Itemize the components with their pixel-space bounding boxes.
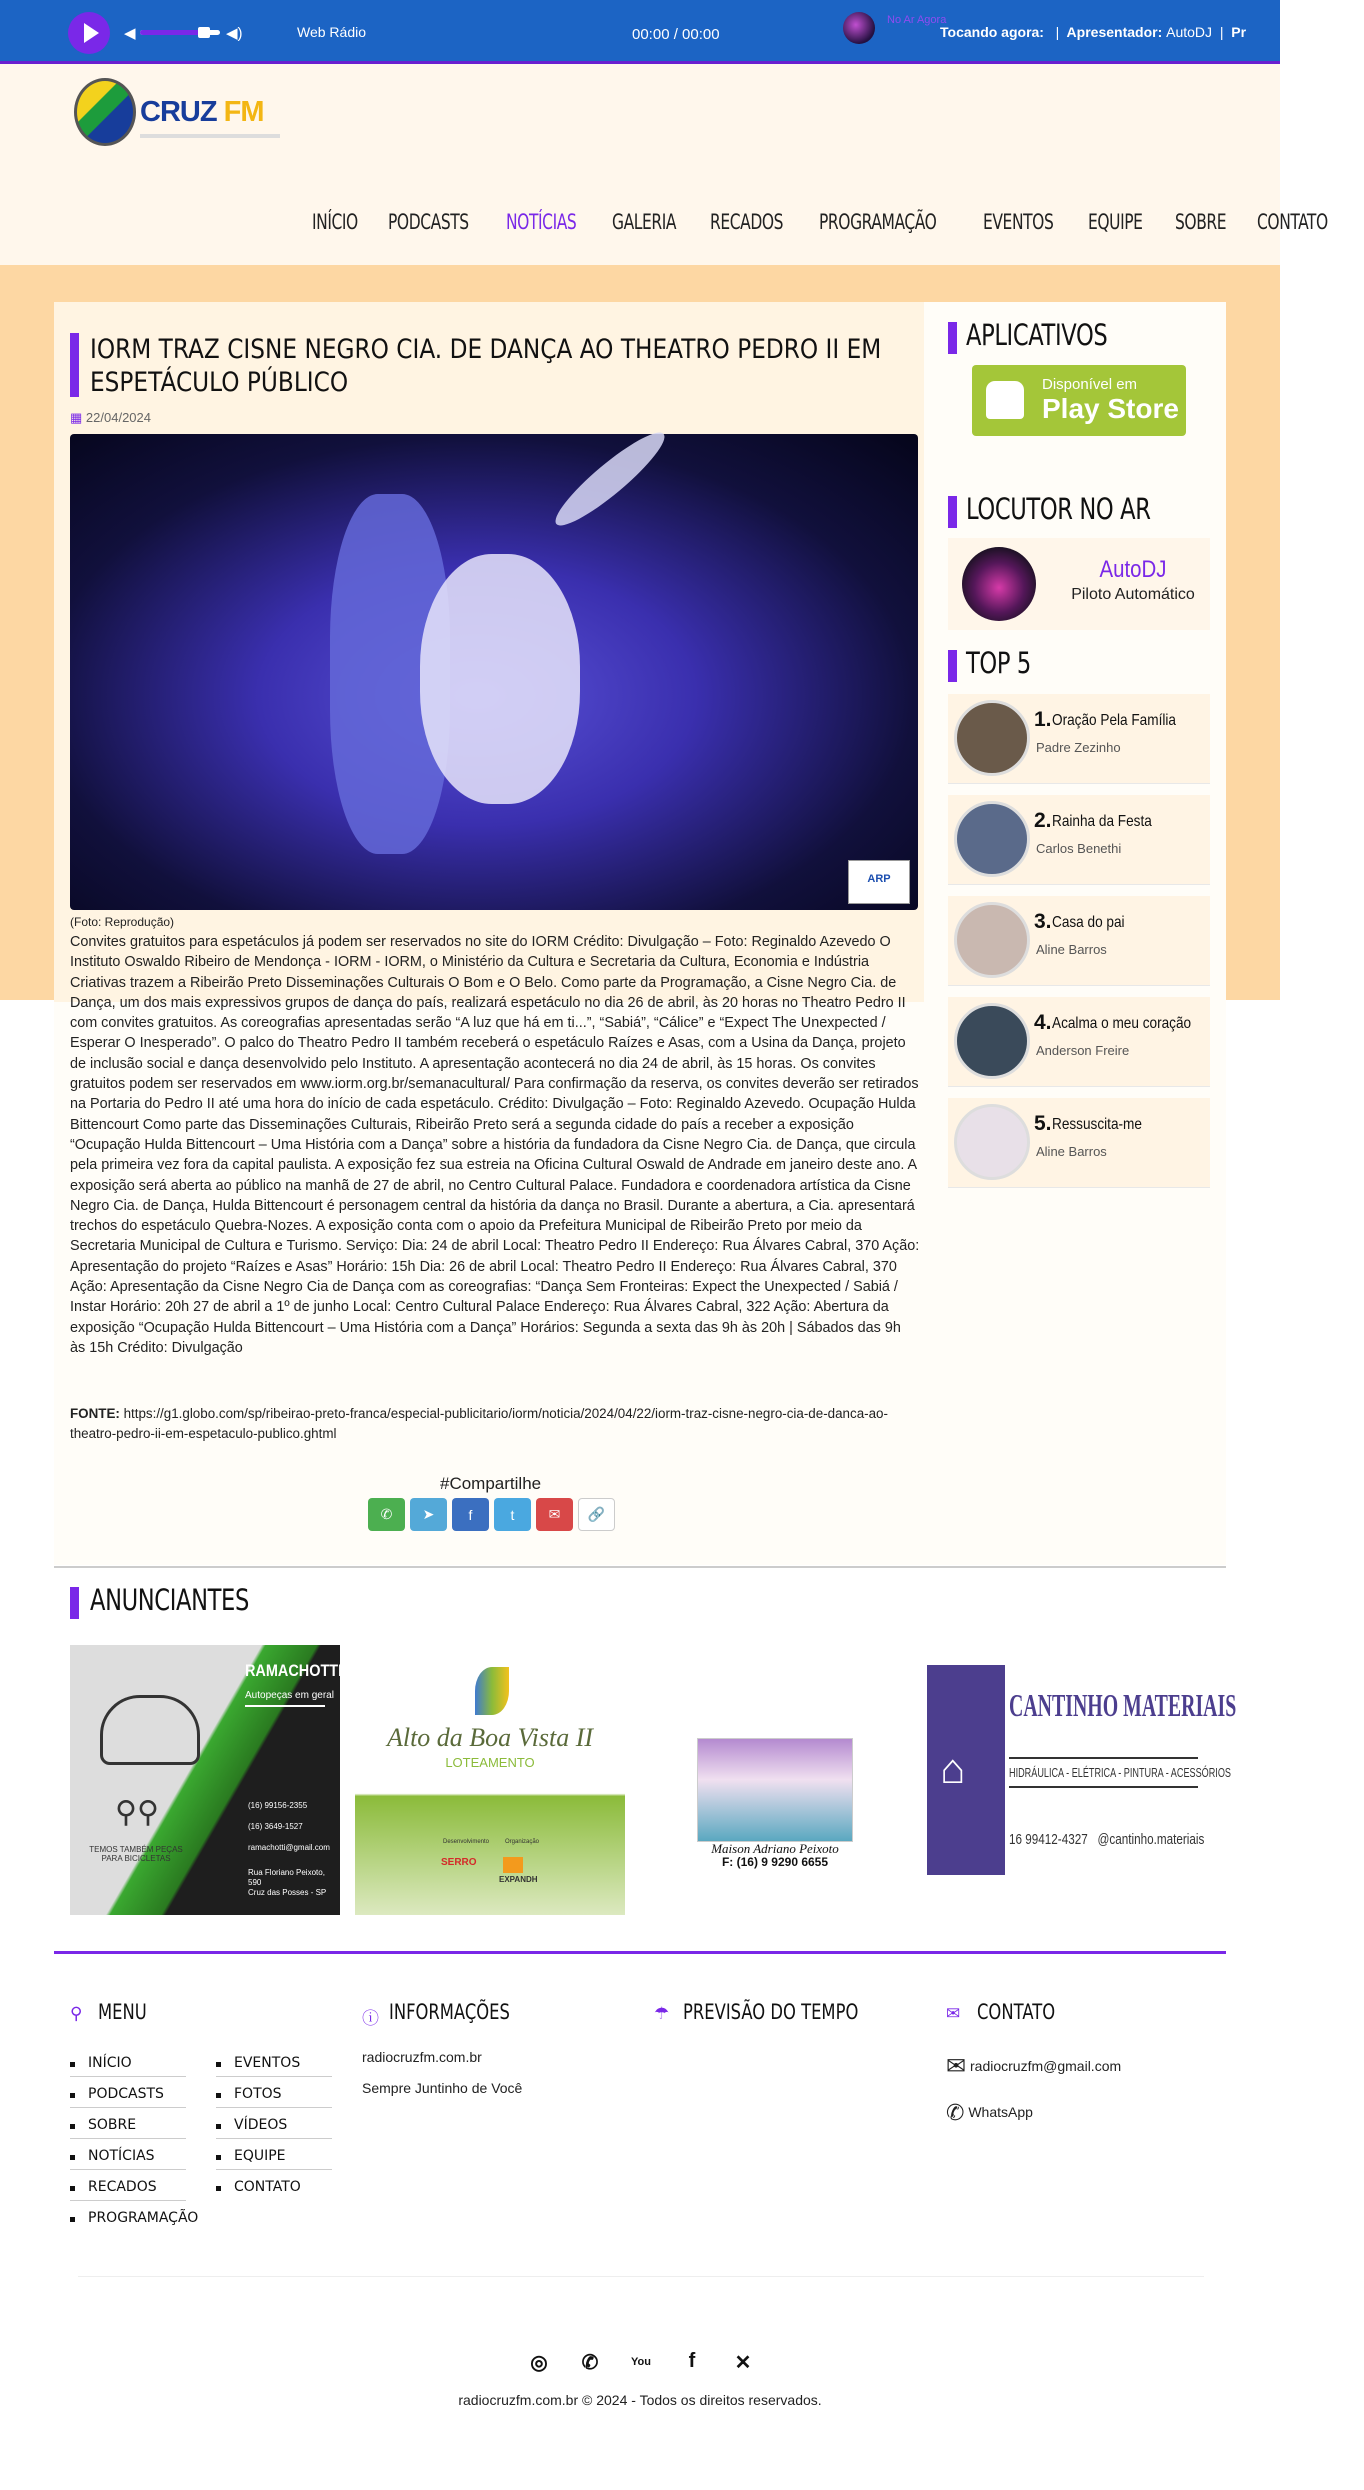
playback-time: 00:00 / 00:00	[632, 26, 720, 43]
top5-cover	[954, 1104, 1030, 1180]
top5-rank: 2.	[1034, 809, 1052, 832]
house-icon: ⌂	[940, 1745, 966, 1792]
article-title: IORM TRAZ CISNE NEGRO CIA. DE DANÇA AO THEATRO PEDRO II EM ESPETÁCULO PÚBLICO	[90, 334, 882, 398]
footer-menu-item[interactable]: SOBRE	[70, 2108, 186, 2139]
ad3-phone: F: (16) 9 9290 6655	[721, 1855, 829, 1869]
nav-recados[interactable]: RECADOS	[710, 210, 784, 234]
live-label: No Ar Agora	[887, 14, 947, 26]
article-photo	[70, 434, 918, 910]
top5-song: Casa do pai	[1052, 914, 1125, 931]
now-playing-ticker: Tocando agora: | Apresentador: AutoDJ | Pr	[940, 24, 1247, 40]
ad1-phone1: (16) 99156-2355	[248, 1801, 308, 1810]
top5-rank: 3.	[1034, 910, 1052, 933]
ad-alto-da-boa-vista[interactable]: Alto da Boa Vista II LOTEAMENTO Desenvolvimento Organização SERRO EXPANDH	[355, 1645, 625, 1915]
ad1-email: ramachotti@gmail.com	[248, 1843, 330, 1852]
site-logo[interactable]	[74, 78, 284, 150]
top5-song: Oração Pela Família	[1052, 712, 1176, 729]
locutor-avatar	[962, 547, 1036, 621]
volume-knob[interactable]	[198, 27, 210, 38]
ads-accent-bar	[70, 1587, 79, 1619]
ad1-phone2: (16) 3649-1527	[248, 1822, 303, 1831]
nav-programacao[interactable]: PROGRAMAÇÃO	[819, 210, 937, 234]
radio-name: Web Rádio	[297, 24, 367, 40]
footer-menu-col1	[70, 2046, 199, 2232]
footer-info-title: INFORMAÇÕES	[389, 2000, 510, 2024]
play-store-big: Play Store	[1042, 393, 1179, 424]
social-links	[527, 2350, 755, 2374]
footer-menu-item[interactable]: VÍDEOS	[216, 2108, 332, 2139]
footer-contact-whatsapp[interactable]: ✆ WhatsApp	[946, 2100, 1033, 2125]
youtube-icon[interactable]: You	[631, 2356, 651, 2368]
footer-menu-col2	[216, 2046, 332, 2201]
ad4-insta: @cantinho.materiais	[1097, 1831, 1205, 1848]
facebook-icon[interactable]: f	[688, 2350, 696, 2372]
instagram-icon[interactable]: ◎	[530, 2352, 548, 2374]
ad2-sub: LOTEAMENTO	[445, 1755, 535, 1770]
photo-dancer-leg	[547, 423, 674, 536]
top5-song: Acalma o meu coração	[1052, 1015, 1192, 1032]
footer-weather-title: PREVISÃO DO TEMPO	[683, 2000, 859, 2024]
android-icon	[986, 381, 1024, 419]
top5-cover	[954, 700, 1030, 776]
footer-menu-item[interactable]: PROGRAMAÇÃO	[70, 2201, 186, 2232]
info-icon: ⓘ	[362, 2009, 379, 2028]
top5-rank: 4.	[1034, 1011, 1052, 1034]
footer-menu-item[interactable]: EQUIPE	[216, 2139, 332, 2170]
locutor-card	[948, 538, 1210, 630]
whatsapp-icon: ✆	[380, 1506, 393, 1522]
top5-item[interactable]	[948, 795, 1210, 885]
copyright: radiocruzfm.com.br © 2024 - Todos os direitos reservados.	[458, 2392, 822, 2408]
telegram-icon: ➤	[422, 1506, 435, 1522]
top5-artist: Carlos Benethi	[1036, 841, 1122, 856]
footer-divider	[54, 1951, 1226, 1954]
umbrella-icon: ☂	[654, 2004, 670, 2023]
whatsapp-social-icon[interactable]: ✆	[581, 2352, 599, 2374]
logo-text: CRUZ FM	[140, 96, 264, 128]
nav-sobre[interactable]: SOBRE	[1174, 210, 1227, 234]
twitter-icon: t	[510, 1506, 515, 1523]
ad-cantinho-materiais[interactable]	[925, 1645, 1237, 1915]
footer-contact-title: CONTATO	[977, 2000, 1056, 2024]
footer-info-site: radiocruzfm.com.br	[362, 2049, 482, 2065]
top5-cover	[954, 902, 1030, 978]
play-store-small: Disponível em	[1042, 376, 1138, 393]
volume-level	[140, 30, 204, 35]
ad2-dev1: Desenvolvimento	[443, 1839, 490, 1845]
nav-podcasts[interactable]: PODCASTS	[387, 210, 469, 234]
top5-title: TOP 5	[966, 646, 1031, 680]
top5-item[interactable]	[948, 997, 1210, 1087]
top5-artist: Padre Zezinho	[1036, 740, 1121, 755]
calendar-icon: ▦	[70, 410, 83, 425]
top5-rank: 5.	[1034, 1112, 1052, 1135]
ad-maison-adriano[interactable]	[640, 1645, 910, 1915]
ad2-name: Alto da Boa Vista II	[386, 1723, 594, 1752]
share-title: #Compartilhe	[440, 1474, 542, 1493]
top5-item[interactable]	[948, 694, 1210, 784]
leaf-logo-icon	[475, 1667, 509, 1715]
footer-menu-item[interactable]: FOTOS	[216, 2077, 332, 2108]
locutor-subtitle: Piloto Automático	[1071, 586, 1195, 603]
article-date: ▦ 22/04/2024	[70, 410, 151, 425]
top5-rank: 1.	[1034, 708, 1052, 731]
ad4-logo-block	[927, 1665, 1005, 1875]
ad4-phone: 16 99412-4327	[1009, 1831, 1088, 1848]
top5-song: Ressuscita-me	[1052, 1116, 1142, 1133]
footer-separator	[78, 2276, 1204, 2277]
volume-mute-icon[interactable]: ◀	[124, 25, 136, 42]
top5-cover	[954, 801, 1030, 877]
ticker-tail: Pr	[1231, 24, 1247, 40]
ad3-photo	[697, 1738, 853, 1842]
ad1-city: Cruz das Posses - SP	[248, 1888, 327, 1897]
radio-player-bar	[0, 0, 1280, 64]
ad1-bike: TEMOS TAMBÉM PEÇAS PARA BICICLETAS	[89, 1845, 183, 1863]
top5-artist: Anderson Freire	[1036, 1043, 1130, 1058]
sitemap-icon: ⚲	[70, 2004, 83, 2023]
nav-contato[interactable]: CONTATO	[1257, 210, 1329, 234]
twitter-icon[interactable]: ✕	[734, 2352, 752, 2374]
ad1-name: RAMACHOTTI	[245, 1661, 343, 1680]
ad2-dev2: Organização	[505, 1839, 540, 1845]
whatsapp-icon: ✆	[946, 2100, 965, 2125]
presenter-name: AutoDJ	[1166, 24, 1213, 40]
ad1-tag: Autopeças em geral	[245, 1690, 334, 1701]
main-nav	[312, 210, 1364, 234]
top5-cover	[954, 1003, 1030, 1079]
link-icon: 🔗	[587, 1506, 606, 1522]
source-link[interactable]: https://g1.globo.com/sp/ribeirao-preto-franca/especial-publicitario/iorm/noticia/2024/04/22/iorm-traz-cisne-negro-cia-de-danca-ao-theatro-pedro-ii-em-espetaculo-publico.ghtml	[70, 1406, 888, 1441]
envelope-icon: ✉	[946, 2004, 961, 2023]
locutor-title: LOCUTOR NO AR	[966, 492, 1151, 526]
play-store-button[interactable]	[972, 365, 1186, 436]
nav-inicio[interactable]: INÍCIO	[312, 210, 358, 234]
photo-badge: ARP	[848, 860, 910, 904]
presenter-label: Apresentador:	[1066, 24, 1163, 40]
logo-underline	[140, 134, 280, 138]
apps-title: APLICATIVOS	[966, 318, 1108, 352]
nav-eventos[interactable]: EVENTOS	[982, 210, 1053, 234]
share-buttons	[368, 1498, 615, 1531]
share-facebook-button[interactable]	[452, 1498, 489, 1531]
car-icon	[100, 1695, 200, 1765]
footer-menu-title: MENU	[98, 2000, 147, 2024]
top5-artist: Aline Barros	[1036, 942, 1107, 957]
top5-item[interactable]	[948, 1098, 1210, 1188]
footer-menu-item[interactable]: INÍCIO	[70, 2046, 186, 2077]
ads-title: ANUNCIANTES	[90, 1583, 249, 1617]
play-icon	[84, 23, 99, 43]
share-link-button[interactable]	[578, 1498, 615, 1531]
section-divider	[54, 1566, 1226, 1568]
photo-caption: (Foto: Reprodução)	[70, 915, 175, 929]
now-playing-avatar	[843, 12, 875, 44]
nav-galeria[interactable]: GALERIA	[612, 210, 677, 234]
apps-accent-bar	[948, 322, 957, 354]
share-email-button[interactable]	[536, 1498, 573, 1531]
logo-emblem	[74, 78, 136, 146]
play-button[interactable]	[68, 12, 110, 54]
locutor-name: AutoDJ	[1099, 556, 1167, 583]
top5-item[interactable]	[948, 896, 1210, 986]
share-twitter-button[interactable]	[494, 1498, 531, 1531]
volume-up-icon[interactable]: ◀)	[226, 25, 243, 42]
footer-info-slogan: Sempre Juntinho de Você	[362, 2080, 523, 2096]
ad4-name: CANTINHO MATERIAIS	[1009, 1687, 1237, 1723]
ad4-tag: HIDRÁULICA - ELÉTRICA - PINTURA - ACESSÓRIOS	[1009, 1757, 1198, 1788]
share-whatsapp-button[interactable]	[368, 1498, 405, 1531]
footer-menu-item[interactable]: CONTATO	[216, 2170, 332, 2201]
nav-equipe[interactable]: EQUIPE	[1088, 210, 1144, 234]
footer-menu-item[interactable]: PODCASTS	[70, 2077, 186, 2108]
title-accent-bar	[70, 333, 79, 397]
ad1-address: Rua Floriano Peixoto, 590	[248, 1868, 325, 1887]
footer-menu-item[interactable]: NOTÍCIAS	[70, 2139, 186, 2170]
bicycle-icon: ⚲⚲	[115, 1796, 159, 1829]
share-telegram-button[interactable]	[410, 1498, 447, 1531]
photo-dancer-female	[420, 554, 580, 804]
article-body: Convites gratuitos para espetáculos já podem ser reservados no site do IORM Crédito: Divulgação – Foto: Reginaldo Azevedo O Instituto Oswaldo Ribeiro de Mendonça - IORM - IORM, o Ministério da Cultura e Secretaria da Cultura, Economia e Indústria Criativas trazem a Ribeirão Preto Disseminações Culturais O Bom e O Belo. Como parte da Programação, a Cisne Negro Cia. de Dança, um dos mais expressivos grupos de dança do país, realizará espetáculo no dia 26 de abril, às 20 horas no Theatro Pedro II com convites gratuitos. As coreografias apresentadas serão “A luz que há em ti...”, “Sabiá”, “Cálice” e “Expect The Unexpected / Esperar O Inesperado”. O palco do Theatro Pedro II também receberá o espetáculo Raízes e Asas, com a Usina da Dança, projeto de inclusão social e dança desenvolvido pelo Instituto. A apresentação acontecerá no dia 24 de abril, às 15 horas. Os convites gratuitos podem ser reservados em www.iorm.org.br/semanacultural/ Para confirmação da reserva, os convites deverão ser retirados na Portaria do Pedro II até uma hora do início de cada espetáculo. Crédito: Divulgação – Foto: Reginaldo Azevedo. Ocupação Hulda Bittencourt Como parte das Disseminações Culturais, Ribeirão Preto será a segunda cidade do país a receber a exposição “Ocupação Hulda Bittencourt – Uma História com a Dança” sobre a história da fundadora da Cisne Negro Cia. de Dança, que circula pela primeira vez fora da capital paulista. A exposição fez sua estreia na Oficina Cultural Oswald de Andrade em janeiro deste ano. A exposição será aberta ao público na manhã de 27 de abril, no Centro Cultural Palace. Fundadora e coordenadora artística da Cisne Negro Cia. de Dança, Hulda Bittencourt é personagem central da história da dança no Brasil. Durante a abertura, a Cia. apresentará trechos do espetáculo Quebra-Nozes. A exposição conta com o apoio da Prefeitura Municipal de Ribeirão Preto por meio da Secretaria Municipal de Cultura e Turismo. Serviço: Dia: 24 de abril Local: Theatro Pedro II Endereço: Rua Álvares Cabral, 370 Ação: Apresentação do projeto “Raízes e Asas” Horário: 15h Dia: 26 de abril Local: Theatro Pedro II Endereço: Rua Álvares Cabral, 370 Ação: Apresentação da Cisne Negro Cia de Dança com as coreografias: “Dança Sem Fronteiras: Expect the Unexpected / Sabiá / Instar Horário: 20h 27 de abril a 1º de junho Local: Centro Cultural Palace Endereço: Rua Álvares Cabral, 322 Ação: Abertura da exposição “Ocupação Hulda Bittencourt – Uma História com a Dança” Horários: Segunda a sexta das 9h às 20h | Sábados das 9h às 15h Crédito: Divulgação	[70, 934, 920, 1356]
nav-noticias[interactable]: NOTÍCIAS	[506, 210, 577, 234]
top5-artist: Aline Barros	[1036, 1144, 1107, 1159]
volume-slider[interactable]	[140, 30, 220, 35]
facebook-icon: f	[468, 1506, 473, 1523]
top5-accent-bar	[948, 650, 957, 682]
top5-song: Rainha da Festa	[1052, 813, 1152, 830]
footer-contact-email[interactable]: ✉ radiocruzfm@gmail.com	[946, 2053, 1122, 2080]
locutor-accent-bar	[948, 496, 957, 528]
article-source: FONTE: https://g1.globo.com/sp/ribeirao-preto-franca/especial-publicitario/iorm/noticia/2024/04/22/iorm-traz-cisne-negro-cia-de-danca-ao-theatro-pedro-ii-em-espetaculo-publico.ghtml	[70, 1406, 888, 1441]
ad3-name: Maison Adriano Peixoto	[711, 1841, 839, 1856]
now-playing-label: Tocando agora:	[940, 24, 1044, 40]
ad-ramachotti[interactable]	[70, 1645, 343, 1915]
email-icon: ✉	[548, 1506, 561, 1522]
footer-menu-item[interactable]: EVENTOS	[216, 2046, 332, 2077]
footer-menu-item[interactable]: RECADOS	[70, 2170, 186, 2201]
mail-icon: ✉	[946, 2053, 967, 2080]
